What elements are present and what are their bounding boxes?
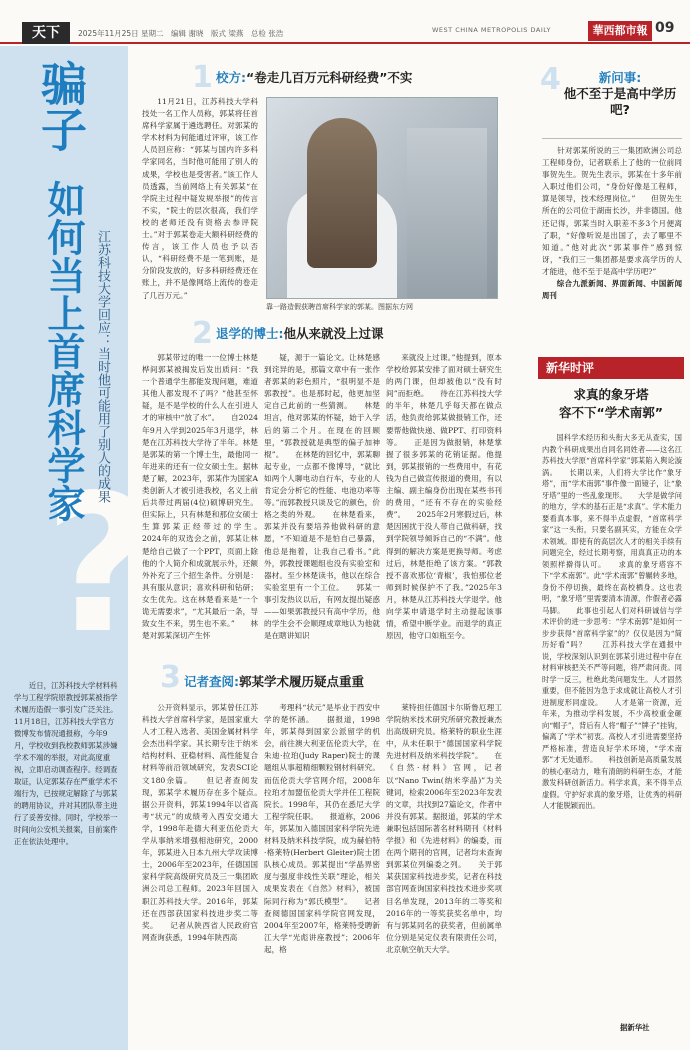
news-photo: [266, 97, 498, 299]
section-4-source: 综合九派新闻、界面新闻、中国新闻周刊: [542, 279, 682, 301]
section-2-title: 退学的博士:他从来就没上过课: [216, 326, 384, 341]
header-meta: 2025年11月25日 星期二 编辑 谢晓 版式 梁燕 总检 张浩: [78, 29, 284, 38]
commentary-banner: 新华时评: [538, 357, 684, 379]
section-4-text: 针对郭某所说的三一集团欧洲公司总工程师身份，记者联系上了他的一位前同事贺先生。贺先生表示，郭某在十多年前入职过他们公司，“身份好像是工程师，算是领导，技术经理岗位。” 但贺先生所在的公司位于湖南长沙，并非德国。他还记得，郭某当时入职差不多3个月便离了职，“好像听说是出国了，去了哪里不知道。”他对此次“郭某事件”感到惊讶，“我们三一集团都是要求高学历的人才能进，他不至于是高中学历吧?” 综合九派新闻、界面新闻、中国新闻周刊: [542, 146, 682, 301]
headline-main: 如何当上首席科学家: [41, 180, 86, 522]
paper-name-en: WEST CHINA METROPOLIS DAILY: [432, 26, 551, 34]
section-3-title: 记者查阅:郭某学术履历疑点重重: [184, 674, 365, 689]
section-1-number: 1: [192, 60, 213, 95]
section-4-title: 新问事: 他不至于是高中学历吧?: [563, 70, 677, 117]
section-4-number: 4: [540, 62, 561, 97]
section-label: 天下: [22, 22, 70, 44]
person-shape: [307, 118, 377, 268]
lead-paragraph: 近日，江苏科技大学材料科学与工程学院原教授郭某被指学术履历造假一事引发广泛关注。11月18日，江苏科技大学官方微博发布情况通报称，今年9月，学校收到我校教师郭某涉嫌学术不端的举报，对此高度重视，立即启动调查程序。经调查取证，认定郭某存在严重学术不端行为，已按规定解除了与郭某的聘用协议，并对其团队带主进行了妥善安排。同时，学校举一时间向公安机关报案，目前案件正在依法处理中。: [14, 681, 118, 846]
section-1-title: 校方:“卷走几百万元科研经费”不实: [216, 70, 413, 85]
question-mark-graphic: ?: [44, 454, 155, 675]
section-3-col-3: 莱特担任德国卡尔斯鲁厄理工学院纳米技术研究所研究教授兼杰出高级研究员。格莱特的职业生涯中，从未任职于“德国国家科学院先进材料及纳米科技学院”。 在《自然·材料》官网，记者以“Nano Twin(纳米孪晶)”为关键词，检索2006年至2023年发表的文章，共找到27篇论文，作者中并没有郭某。据报道，郭某的学术兼职包括国际著名材料期刊《材料学报》和《先进材料》的编委，而在两个期刊的官网，记者均未查询到郭某位列编委之列。 关于郭某获国家科技进步奖，记者在科技部官网查询国家科技技术进步奖项目名单发现，2013年的二等奖和2016年的一等奖获奖名单中，均有与郭某同名的获奖者，但前属单位分别是吴定仪表有限责任公司，北京航空航天大学。: [386, 703, 502, 954]
section-1-text: 11月21日，江苏科技大学科技处一名工作人员称，郭某将任首席科学家属于遴选聘任。对郭某的学术材料为何能通过评审，该工作人员回应称：“郭某与国内许多科学家同名，当时他可能用了别人的成果，学校也是受害者。”该工作人员透露，当前网络上有关郭某“在学院主过程中疑发规举报”的传言不实，“院士的层次很高，我们学校的老师还没有资格去参评院士。”对于郭某卷走大额科研经费的传言，该工作人员也予以否认，“科研经费不是一笔到账，是分阶段发放的，好多科研经费还在账上，并不是像网络上流传的卷走了几百万元。”: [142, 97, 258, 300]
commentary-source: 据新华社: [620, 1023, 650, 1032]
section-2-number: 2: [192, 316, 213, 351]
section-3-col-1: 公开资料显示，郭某曾任江苏科技大学首席科学家，是国家重大人才工程入选者、美国金属材料学会杰出科学家。其长期专注于纳米结构材料、亚稳材料、高性能复合材料等前沿领域研究，发表SCI论文180余篇。 但记者查阅发现，郭某学术履历存在多个疑点。 据公开资料，郭某1994年以省高考“状元”的成绩考入西安交通大学，1998年赴德大利亚伍伦贡大学从事纳米增强相池研究，2000年，郭某进入日本九州大学攻读博士，2006年至2023年，任德国国家科学院高级研究员及三一集团欧洲公司总工程师。2023年回国入职江苏科技大学。2016年，郭某还在西部获国家科技进步奖二等奖。 记者从陕西省人民政府官网查询获悉，1994年陕西高: [142, 703, 258, 942]
commentary-title: 求真的象牙塔 容不下“学术南郭”: [559, 387, 663, 420]
lab-equipment-shape: [407, 128, 487, 298]
section-4-divider: [542, 138, 682, 139]
section-2-col-3: 来就没上过课。”他提到，原本学校给郭某安排了面对硕士研究生的两门课，但却被他以“没有时间”而拒绝。 待在江苏科技大学的半年，林楚几乎每天都在做点活，他负责给郭某做报销工作，还要帮他做快递、做PPT、打印资料等。 正是因为做报销，林楚掌握了很多郭某的花销证据。他提到，郭某报销的一些费用中，有花钱为自己做宣传报道的费用，有以主编、副主编身份出现在某些书刊的费用，“还有不存在的实验经费”。 2025年2月寒假过后，林楚因困扰于没人带自己做科研，找到学院领导倾诉自己的“不满”。他得到的解决方案是更换导师。考虑过后，林楚拒绝了该方案。“郭教授不喜欢那位‘青椒’，我怕那位老师到时候保护不了我。”2025年3月，林楚从江苏科技大学退学。他向学某申请退学时主动提起该事情，希望中断学业。而退学的真正原因，他守口如瓶至今。: [386, 353, 502, 641]
headline-word: 骗子: [34, 60, 88, 152]
newspaper-logo: 華西都市報: [588, 21, 652, 41]
section-2-col-2: 疑，源于一篇论文。让林楚感到诧异的是，那篇文章中有一张作者郭某的彩色照片，“很明显不是郭教授”。也是那时起，他更加坚定自己此前的一些猜测。 林楚坦言，他对郭某的怀疑，始于入学后的第二个月。在现在的回顾里，“郭教授就是典型的偏子加神棍”。 在林楚的回忆中，郭某聊起专业，一点都不像博导，“就比如两个人聊电动自行车，专业的人肯定会分析它的性能、电池功率等等。”而郭教授只谈及它的颜色，价格之类的外观。 在林楚看来，郭某并没有要培养他做科研的意愿，“不知道是不是怕自己暴露，他总是拖着，让我自己看书。”此外，郭教授课题组也没有实验室和器材。至少林楚读书，他以在综合实验室里有一个工位。 郭某一事引发热议以后，有网友提出疑惑——如果郭教授只有高中学历，他的学生会不会顺理成章地认为他就是在瞎讲知识: [264, 353, 380, 641]
section-2-col-1: 郭某带过的唯一一位博士林楚桦间郭某被揭发后发出质问：“我一个普通学生都能发现问题，难道其他人都发现不了吗？”他甚至怀疑，是不是学校的什么人在引进人才的审核中“放了水”。 自2024年9月入学到2025年3月退学，林楚在江苏科技大学待了半年。林楚是郭某的第一个博士生，最他同一年进来的还有一位女硕士生。据林楚了解，2023年，郭某作为国家A类创新人才被引进我校，名义上前后共带过两届(4位)硕博研究生。但实际上，只有林楚和那位女硕士生算郭某正经带过的学生。 2024年的双选会之前，郭某让林楚给自己做了一个PPT，页面上除他的个人简介和成就展示外，还额外补充了三个招生条件。分别是：具有服从意识；喜欢科研和钻研；女生优先。这在林楚看来是“一个诡无需要求”，“尤其最后一条，导致女生不来，男生也不来。” 林楚对郭某深切产生怀: [142, 353, 258, 641]
section-3-col-2: 考理科“状元”是毕业于西安中学的楚怀涵。 据报道，1998年，郭某得到国家公派留学的机会，前往澳大利亚伍伦贡大学，在朱迪·拉珀(Judy Raper)院士的课题组从事超精细颗粒钢材料研究。而伍伦贡大学官网介绍，2008年拉珀才加盟伍伦贡大学并任工程院院长。1998年，其仍在悉尼大学工程学院任职。 报道称，2006年，郭某加入德国国家科学院先进材料及纳米科技学院，成为赫伯特·格莱特(Herbert Gleiter)院士团队核心成员。郭某提出“学晶界密度与强度非线性关联”理论，相关成果发表在《自然》材料》，被国际同行称为“郭氏模型”。 记者查阅德国国家科学院官网发现，2004年至2007年，格莱特受聘新江大学“光彪讲座教授”；2006年起，格: [264, 703, 380, 954]
photo-caption: 靠一路造假获聘首席科学家的郭某。图据东方网: [266, 303, 413, 311]
page-number: 09: [655, 20, 675, 36]
headline-subtitle: 江苏科技大学回应：当时他可能用了别人的成果: [95, 230, 110, 503]
commentary-text: 国科学术经历和头衔大多无从查实，国内教个科研成果出自同名同姓者——这名江苏科技大学原“首席科学家”郭某陷入舆论漩涡。 长期以来，人们将大学比作“象牙塔”，而“学术南郭”事件像一面镜子，让“象牙塔”里的一些乱象现形。 大学是做学问的地方，学术的基石正是“求真”。学术能力要看真本事，来不得半点虚假，“首席科学家”这一头衔，只要名副其实，方能在众学术领域。即使有的高层次人才的相关手续有问题完全，经过长期考察，用真真正功的本领照样擀得认可。 求真的象牙塔容不下“学术南郭”。此“学术南郭”曾辗转多地，身份不停切换，最终在高校栖身。这也表明，“象牙塔”里需要清本清源，作假者必露马脚。 此事也引起人们对科研诚信与学术评价的进一步思考：“学术南郭”是如何一步步获得“首席科学家”的？仅仅是因为“简历好看”吗？ 江苏科技大学在通报中说，学校深刻认识到在郭某引进过程中存在材料审核把关不严等问题，将严肃问责。同时学一反三，杜绝此类问题发生。人才固然重要，但不能因为急于求成就让高校人才引进制度形同虚设。 人才是第一资源，近年来，为推动学科发展，不少高校重金砸向“帽子”，背后有人将“帽子”“牌子”挂钩，偏离了“学术”初衷。高校人才引进需要坚持严格标准，营造良好学术环境，“学术南郭”才无处遁形。 科技创新是高质量发展的核心驱动力，唯有清朗的科研生态，才能激发科研创新活力。科学求真，来不得半点虚假。守护好求真的象牙塔，让优秀的科研人才能脱颖而出。: [542, 433, 682, 810]
section-3-number: 3: [160, 660, 181, 695]
